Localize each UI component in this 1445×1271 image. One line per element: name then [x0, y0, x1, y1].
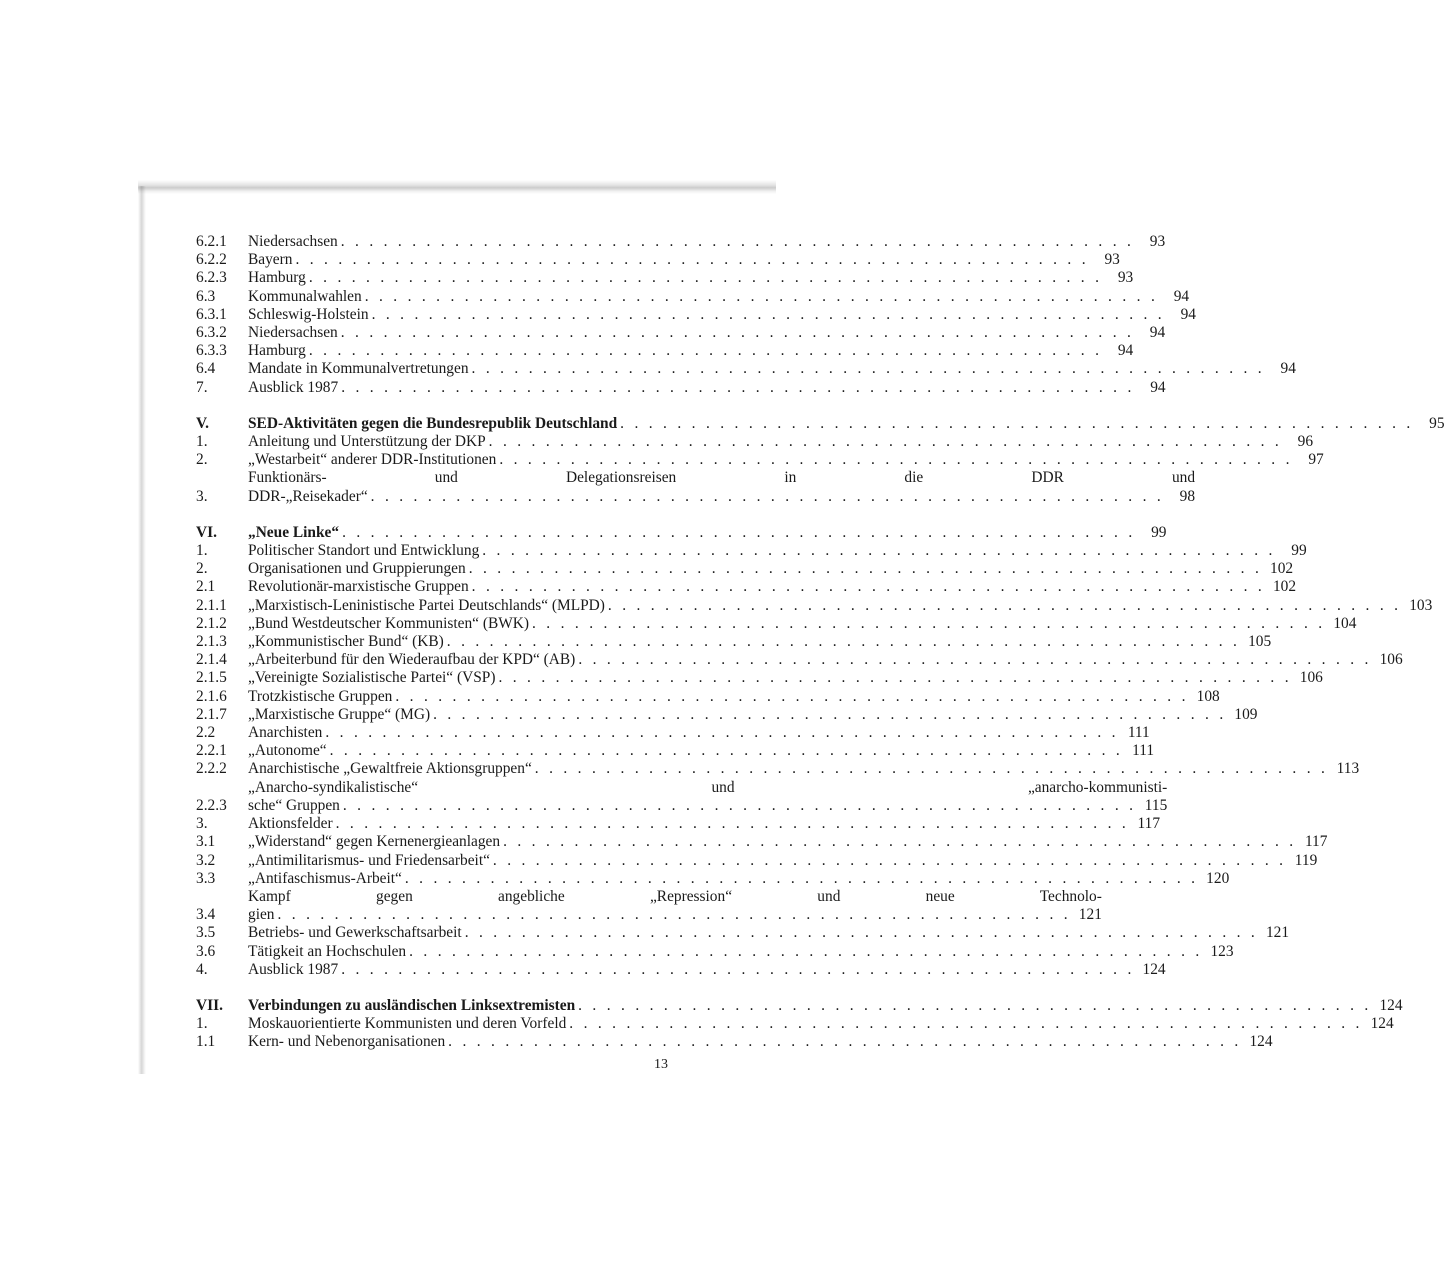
dot-leader: [500, 833, 1299, 851]
toc-entry-page: 94: [1173, 287, 1190, 305]
toc-entry-title: „Arbeiterbund für den Wiederaufbau der KPD“ (AB): [248, 651, 576, 669]
toc-entry-title: Bayern: [248, 251, 293, 269]
toc-entry-number: 3.1: [196, 833, 216, 851]
toc-entry-page: 94: [1117, 342, 1134, 360]
toc-entry: [196, 542, 1307, 560]
dot-leader: [469, 360, 1268, 378]
toc-entry: [196, 887, 1102, 924]
toc-chapter-heading: [196, 414, 1445, 433]
toc-entry-title: Ausblick 1987: [248, 378, 339, 396]
toc-entry-title: SED-Aktivitäten gegen die Bundesrepublik Deutschland: [248, 414, 618, 432]
dot-leader: [306, 342, 1105, 360]
toc-entry: [196, 287, 1190, 306]
toc-entry-title-line2: sche“ Gruppen: [248, 796, 340, 814]
toc-entry-page: 98: [1179, 487, 1196, 505]
toc-entry-number: 2.1.4: [196, 651, 227, 669]
toc-entry-page: 103: [1409, 596, 1433, 614]
toc-entry-title: Hamburg: [248, 342, 306, 360]
toc-chapter-heading: [196, 996, 1403, 1015]
toc-entry-number: 6.3.3: [196, 342, 227, 360]
toc-entry-title: „Marxistische Gruppe“ (MG): [248, 705, 431, 723]
toc-entry: [196, 851, 1318, 870]
toc-entry-number: V.: [196, 414, 209, 432]
toc-entry: [196, 614, 1357, 633]
toc-entry: [196, 578, 1297, 596]
toc-chapter-heading: [196, 523, 1167, 542]
toc-entry-title: Niedersachsen: [248, 233, 338, 250]
toc-entry-page: 106: [1379, 651, 1403, 669]
toc-entry-number: 1.1: [196, 1033, 216, 1051]
toc-entry-number: 2.2.1: [196, 742, 227, 760]
toc-entry-page: 105: [1248, 633, 1272, 651]
toc-entry-title: „Bund Westdeutscher Kommunisten“ (BWK): [248, 614, 530, 632]
toc-entry: [196, 560, 1294, 578]
toc-entry-title: Verbindungen zu ausländischen Linksextremisten: [248, 996, 576, 1014]
toc-entry: [196, 869, 1230, 888]
toc-entry-number: 6.3.1: [196, 305, 227, 323]
toc-entry-page: 104: [1333, 614, 1357, 632]
toc-entry-number: 4.: [196, 960, 208, 978]
toc-entry: [196, 960, 1166, 979]
toc-entry-title: Betriebs- und Gewerkschaftsarbeit: [248, 924, 462, 942]
toc-entry-number: VII.: [196, 996, 223, 1014]
toc-entry-page: 115: [1144, 796, 1168, 814]
dot-leader: [338, 233, 1137, 251]
dot-leader: [340, 797, 1139, 815]
toc-entry-number: 3.: [196, 815, 208, 833]
toc-entry: [196, 1033, 1273, 1051]
toc-entry: [196, 451, 1324, 469]
toc-entry-number: 2.2.3: [196, 796, 227, 814]
toc-entry-title: „Kommunistischer Bund“ (KB): [248, 633, 444, 651]
table-of-contents: [196, 233, 1445, 1052]
toc-entry-number: 3.: [196, 487, 208, 505]
toc-entry-number: 2.1.2: [196, 614, 227, 632]
scan-shadow-left: [138, 186, 146, 1074]
dot-leader: [362, 288, 1161, 306]
dot-leader: [486, 433, 1285, 451]
toc-entry-number: 1.: [196, 433, 208, 451]
dot-leader: [566, 1015, 1365, 1033]
toc-entry-number: 2.: [196, 451, 208, 469]
toc-entry: [196, 269, 1134, 287]
toc-entry-title-line1: „Anarcho-syndikalistische“ und „anarcho-kommunisti-: [248, 778, 1168, 796]
toc-entry-number: 2.1.1: [196, 596, 227, 614]
toc-entry-page: 95: [1429, 414, 1445, 432]
toc-entry: [196, 1015, 1394, 1033]
toc-entry-number: 2.2.2: [196, 760, 227, 778]
toc-entry-page: 117: [1304, 833, 1328, 851]
toc-entry-page: 93: [1149, 233, 1166, 250]
toc-entry-page: 120: [1206, 869, 1230, 887]
dot-leader: [402, 870, 1201, 888]
toc-entry: [196, 942, 1234, 961]
dot-leader: [338, 324, 1137, 342]
dot-leader: [392, 688, 1191, 706]
toc-entry-page: 102: [1270, 560, 1294, 578]
toc-entry: [196, 469, 1196, 505]
toc-entry: [196, 633, 1272, 651]
toc-entry: [196, 433, 1314, 451]
toc-entry-number: 1.: [196, 542, 208, 560]
toc-entry: [196, 324, 1166, 342]
toc-entry-number: 2.: [196, 560, 208, 578]
dot-leader: [490, 852, 1289, 870]
toc-entry-number: 2.1.3: [196, 633, 227, 651]
toc-entry: [196, 778, 1168, 815]
dot-leader: [322, 724, 1121, 742]
dot-leader: [462, 924, 1261, 942]
toc-entry-title: „Widerstand“ gegen Kernenergieanlagen: [248, 833, 501, 851]
toc-entry-title: Mandate in Kommunalvertretungen: [248, 360, 469, 378]
toc-entry: [196, 705, 1258, 724]
toc-entry-page: 117: [1137, 815, 1161, 833]
toc-entry-title: Kern- und Nebenorganisationen: [248, 1033, 446, 1051]
toc-entry-page: 94: [1180, 305, 1196, 323]
toc-entry-number: VI.: [196, 523, 217, 541]
toc-entry-title: „Antimilitarismus- und Friedensarbeit“: [248, 851, 490, 869]
toc-entry-page: 94: [1150, 378, 1166, 396]
toc-entry: [196, 233, 1166, 251]
section-gap: [196, 397, 674, 415]
toc-entry: [196, 596, 1433, 615]
toc-entry-number: 6.4: [196, 360, 216, 378]
toc-entry: [196, 378, 1166, 397]
toc-entry-page: 93: [1117, 269, 1134, 287]
toc-entry: [196, 342, 1134, 360]
toc-entry-title: „Autonome“: [248, 742, 327, 760]
toc-entry-number: 2.1.5: [196, 669, 227, 687]
toc-entry-title-line2: DDR-„Reisekader“: [248, 487, 368, 505]
toc-entry-page: 94: [1149, 324, 1166, 342]
toc-entry-number: 7.: [196, 378, 208, 396]
toc-entry: [196, 760, 1360, 778]
toc-entry-number: 2.2: [196, 724, 216, 742]
toc-entry-number: 3.5: [196, 924, 216, 942]
section-gap: [196, 979, 674, 997]
dot-leader: [605, 597, 1404, 615]
toc-entry: [196, 724, 1150, 742]
toc-entry-page: 108: [1196, 687, 1220, 705]
dot-leader: [469, 578, 1268, 596]
toc-entry-number: 6.2.1: [196, 233, 227, 250]
dot-leader: [339, 524, 1138, 542]
toc-entry-title: Tätigkeit an Hochschulen: [248, 942, 407, 960]
dot-leader: [338, 379, 1137, 397]
toc-entry-title: Kommunalwahlen: [248, 287, 362, 305]
toc-entry-number: 6.3.2: [196, 324, 227, 342]
toc-entry-page: 124: [1379, 996, 1403, 1014]
toc-entry-title: Niedersachsen: [248, 324, 338, 342]
dot-leader: [617, 415, 1416, 433]
toc-entry-title: Anarchisten: [248, 724, 323, 742]
dot-leader: [275, 906, 1074, 924]
toc-entry-page: 94: [1280, 360, 1296, 378]
toc-entry-number: 3.6: [196, 942, 216, 960]
dot-leader: [575, 651, 1374, 669]
toc-entry-title: Revolutionär-marxistische Gruppen: [248, 578, 469, 596]
toc-entry: [196, 742, 1155, 760]
toc-entry-page: 109: [1234, 705, 1258, 723]
toc-entry-title: Organisationen und Gruppierungen: [248, 560, 466, 578]
toc-entry-number: 6.2.3: [196, 269, 227, 287]
toc-entry-page: 124: [1249, 1033, 1273, 1051]
dot-leader: [444, 633, 1243, 651]
toc-entry-title: „Neue Linke“: [248, 523, 340, 541]
dot-leader: [445, 1033, 1244, 1051]
dot-leader: [306, 269, 1105, 287]
toc-entry-page: 96: [1297, 433, 1314, 451]
dot-leader: [532, 760, 1331, 778]
toc-entry-page: 99: [1291, 542, 1307, 560]
scan-shadow-top: [138, 180, 776, 194]
toc-entry-page: 113: [1336, 760, 1360, 778]
toc-entry-number: 2.1.7: [196, 705, 227, 723]
dot-leader: [333, 815, 1132, 833]
toc-entry-title: Anleitung und Unterstützung der DKP: [248, 433, 486, 451]
toc-entry: [196, 251, 1120, 269]
toc-entry-number: 3.3: [196, 869, 216, 887]
toc-entry-number: 6.2.2: [196, 251, 227, 269]
toc-entry-number: 3.4: [196, 906, 216, 924]
toc-entry: [196, 669, 1323, 687]
toc-entry-title-line2: gien: [248, 906, 275, 924]
toc-entry-title: Moskauorientierte Kommunisten und deren Vorfeld: [248, 1015, 567, 1033]
dot-leader: [479, 542, 1278, 560]
toc-entry-page: 93: [1104, 251, 1120, 269]
toc-entry-number: 3.2: [196, 851, 216, 869]
toc-entry-page: 119: [1294, 851, 1318, 869]
dot-leader: [369, 306, 1168, 324]
toc-entry: [196, 360, 1296, 378]
toc-entry-title: „Vereinigte Sozialistische Partei“ (VSP): [248, 669, 496, 687]
toc-entry-number: 2.1.6: [196, 687, 227, 705]
toc-entry-title-line1: Kampf gegen angebliche „Repression“ und neue Technolo-: [248, 887, 1102, 905]
toc-entry-title: Hamburg: [248, 269, 306, 287]
toc-entry: [196, 687, 1220, 706]
toc-entry-title: „Marxistisch-Leninistische Partei Deutschlands“ (MLPD): [248, 596, 605, 614]
toc-entry-page: 111: [1127, 724, 1150, 742]
toc-entry-page: 121: [1265, 924, 1290, 942]
dot-leader: [575, 997, 1374, 1015]
dot-leader: [529, 615, 1328, 633]
toc-entry-title: „Antifaschismus-Arbeit“: [248, 869, 402, 887]
toc-entry-page: 124: [1142, 960, 1166, 978]
toc-entry-number: 2.1: [196, 578, 216, 596]
toc-entry-title-line1: Funktionärs- und Delegationsreisen in die DDR und: [248, 469, 1196, 487]
toc-entry-page: 106: [1299, 669, 1323, 687]
toc-entry-title: „Westarbeit“ anderer DDR-Institutionen: [248, 451, 497, 469]
toc-entry: [196, 815, 1161, 833]
toc-entry-page: 99: [1151, 523, 1167, 541]
dot-leader: [466, 560, 1265, 578]
toc-entry-title: Anarchistische „Gewaltfreie Aktionsgruppen“: [248, 760, 532, 778]
toc-entry-title: Trotzkistische Gruppen: [248, 687, 393, 705]
dot-leader: [496, 451, 1295, 469]
toc-entry: [196, 305, 1196, 324]
toc-entry-page: 123: [1210, 942, 1234, 960]
toc-entry-page: 124: [1370, 1015, 1394, 1033]
toc-entry-number: 6.3: [196, 287, 216, 305]
dot-leader: [327, 742, 1126, 760]
dot-leader: [495, 669, 1294, 687]
toc-entry: [196, 924, 1290, 942]
toc-entry-page: 111: [1132, 742, 1155, 760]
toc-entry-title: Politischer Standort und Entwicklung: [248, 542, 480, 560]
dot-leader: [430, 706, 1229, 724]
dot-leader: [368, 488, 1167, 506]
toc-entry-number: 1.: [196, 1015, 208, 1033]
toc-entry-page: 121: [1078, 906, 1102, 924]
dot-leader: [406, 943, 1205, 961]
toc-entry-page: 102: [1272, 578, 1297, 596]
toc-entry: [196, 651, 1403, 669]
toc-entry: [196, 833, 1328, 851]
toc-entry-page: 97: [1308, 451, 1324, 469]
dot-leader: [292, 251, 1091, 269]
toc-entry-title: Ausblick 1987: [248, 960, 339, 978]
toc-entry-title: Aktionsfelder: [248, 815, 333, 833]
dot-leader: [338, 961, 1137, 979]
page-number: 13: [654, 1057, 668, 1072]
section-gap: [196, 506, 674, 524]
toc-entry-title: Schleswig-Holstein: [248, 305, 369, 323]
